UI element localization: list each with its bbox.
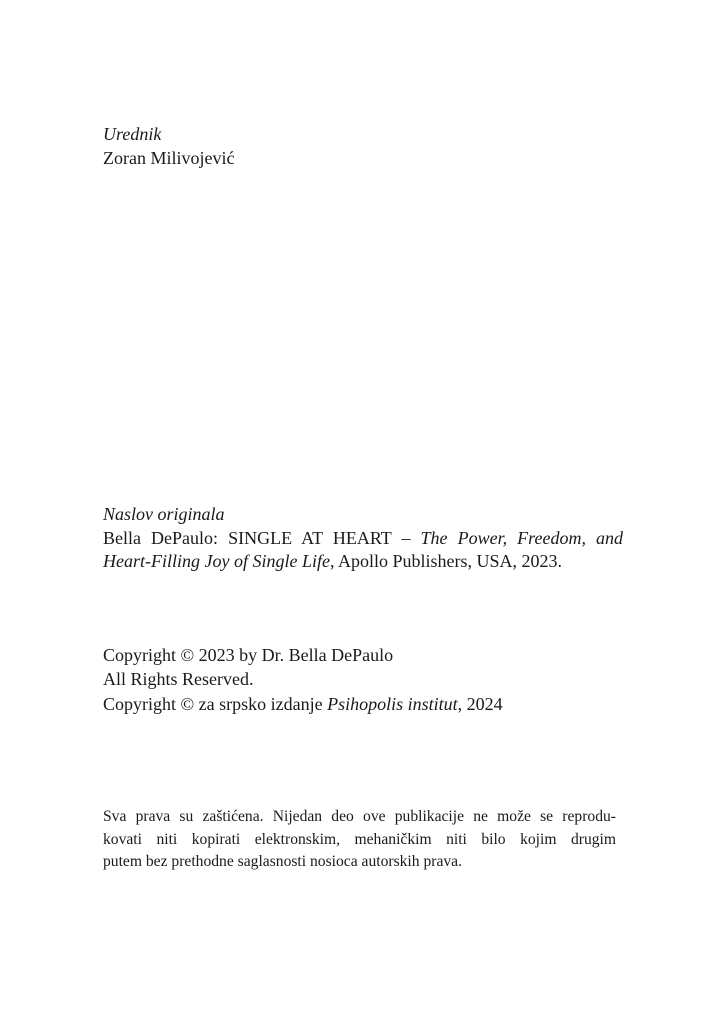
original-title-line-2	[103, 550, 623, 574]
rights-notice-line-2: kovati niti kopirati elektronskim, mehaničkim niti bilo kojim drugim	[103, 830, 616, 848]
original-author-title: Bella DePaulo: SINGLE AT HEART –	[103, 527, 421, 548]
copyright-section	[103, 644, 623, 717]
copyright-serbian-publisher: Psihopolis institut	[327, 694, 458, 714]
original-publisher-info: , Apollo Publishers, USA, 2023.	[329, 551, 562, 571]
original-subtitle-part-2: Heart-Filling Joy of Single Life	[103, 551, 330, 571]
copyright-serbian-year: , 2024	[457, 694, 503, 714]
copyright-original: Copyright © 2023 by Dr. Bella DePaulo	[103, 645, 394, 665]
rights-notice-line-1: Sva prava su zaštićena. Nijedan deo ove publikacije ne može se reprodu-	[103, 808, 616, 825]
original-subtitle-part-1: The Power, Freedom, and	[420, 527, 623, 548]
original-title-line-1	[103, 527, 623, 551]
editor-section	[103, 123, 623, 170]
original-title-section	[103, 503, 623, 574]
copyright-serbian-prefix: Copyright © za srpsko izdanje	[103, 694, 328, 714]
rights-notice	[103, 806, 616, 874]
original-title-label: Naslov originala	[103, 504, 225, 524]
editor-name: Zoran Milivojević	[103, 147, 235, 168]
editor-label: Urednik	[103, 124, 162, 144]
rights-notice-line-3: putem bez prethodne saglasnosti nosioca autorskih prava.	[103, 853, 462, 870]
copyright-serbian-edition	[103, 693, 623, 717]
all-rights-reserved: All Rights Reserved.	[103, 668, 254, 689]
